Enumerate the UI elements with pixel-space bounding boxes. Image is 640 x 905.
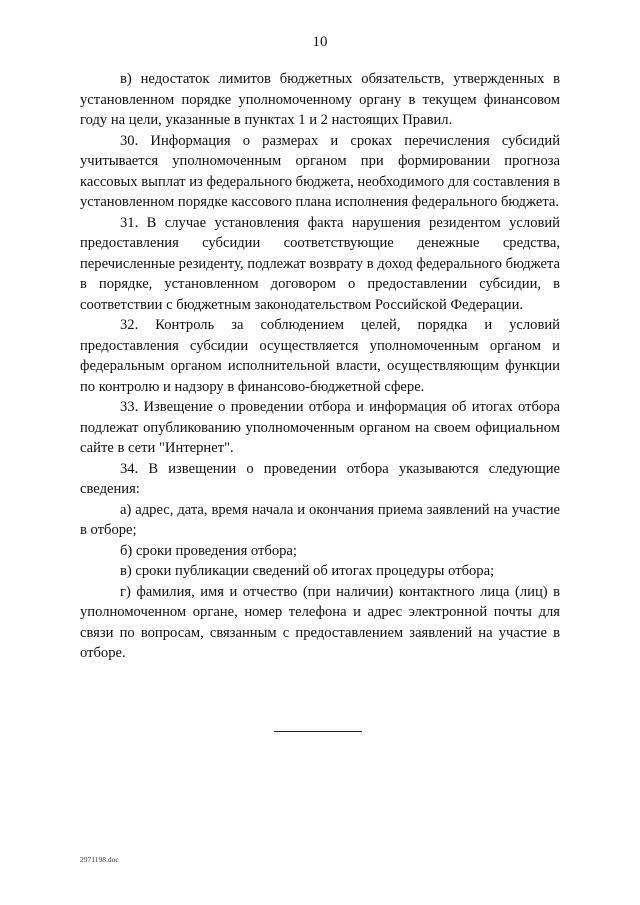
document-footer: 2971198.doc <box>80 855 119 864</box>
end-separator-line <box>274 731 362 732</box>
page-number: 10 <box>312 34 328 50</box>
paragraph-34: 34. В извещении о проведении отбора указываются следующие сведения: <box>80 460 560 497</box>
paragraph-34-b: б) сроки проведения отбора; <box>120 542 297 559</box>
paragraph-31: 31. В случае установления факта нарушения резидентом условий предоставления субсидии соответствующие денежные средства, перечисленные резиденту, подлежат возврату в доход федерального бюджета в порядке, установленном договором о предоставлении субсидии, в соответствии с бюджетным законодательством Российской Федерации. <box>80 214 560 313</box>
paragraph-34-v: в) сроки публикации сведений об итогах процедуры отбора; <box>120 563 495 579</box>
paragraph-32: 32. Контроль за соблюдением целей, порядка и условий предоставления субсидии осуществляется уполномоченным органом и федеральным органом исполнительной власти, осуществляющим функции по контролю и надзору в финансово-бюджетной сфере. <box>80 317 560 395</box>
paragraph-item-v-budget-limits: в) недостаток лимитов бюджетных обязательств, утвержденных в установленном порядке уполномоченному органу в текущем финансовом году на цели, указанные в пунктах 1 и 2 настоящих Правил. <box>80 71 560 128</box>
paragraph-30: 30. Информация о размерах и сроках перечисления субсидий учитывается уполномоченным органом при формировании прогноза кассовых выплат из федерального бюджета, необходимого для составления в установленном порядке кассового плана исполнения федерального бюджета. <box>80 132 560 210</box>
paragraph-34-a: а) адрес, дата, время начала и окончания приема заявлений на участие в отборе; <box>80 501 560 538</box>
document-body <box>80 69 560 664</box>
paragraph-34-g: г) фамилия, имя и отчество (при наличии) контактного лица (лиц) в уполномоченном органе, номер телефона и адрес электронной почты для связи по вопросам, связанным с предоставлением заявлений на участие в отборе. <box>80 583 560 661</box>
paragraph-33: 33. Извещение о проведении отбора и информация об итогах отбора подлежат опубликованию уполномоченным органом на своем официальном сайте в сети "Интернет". <box>80 399 560 456</box>
